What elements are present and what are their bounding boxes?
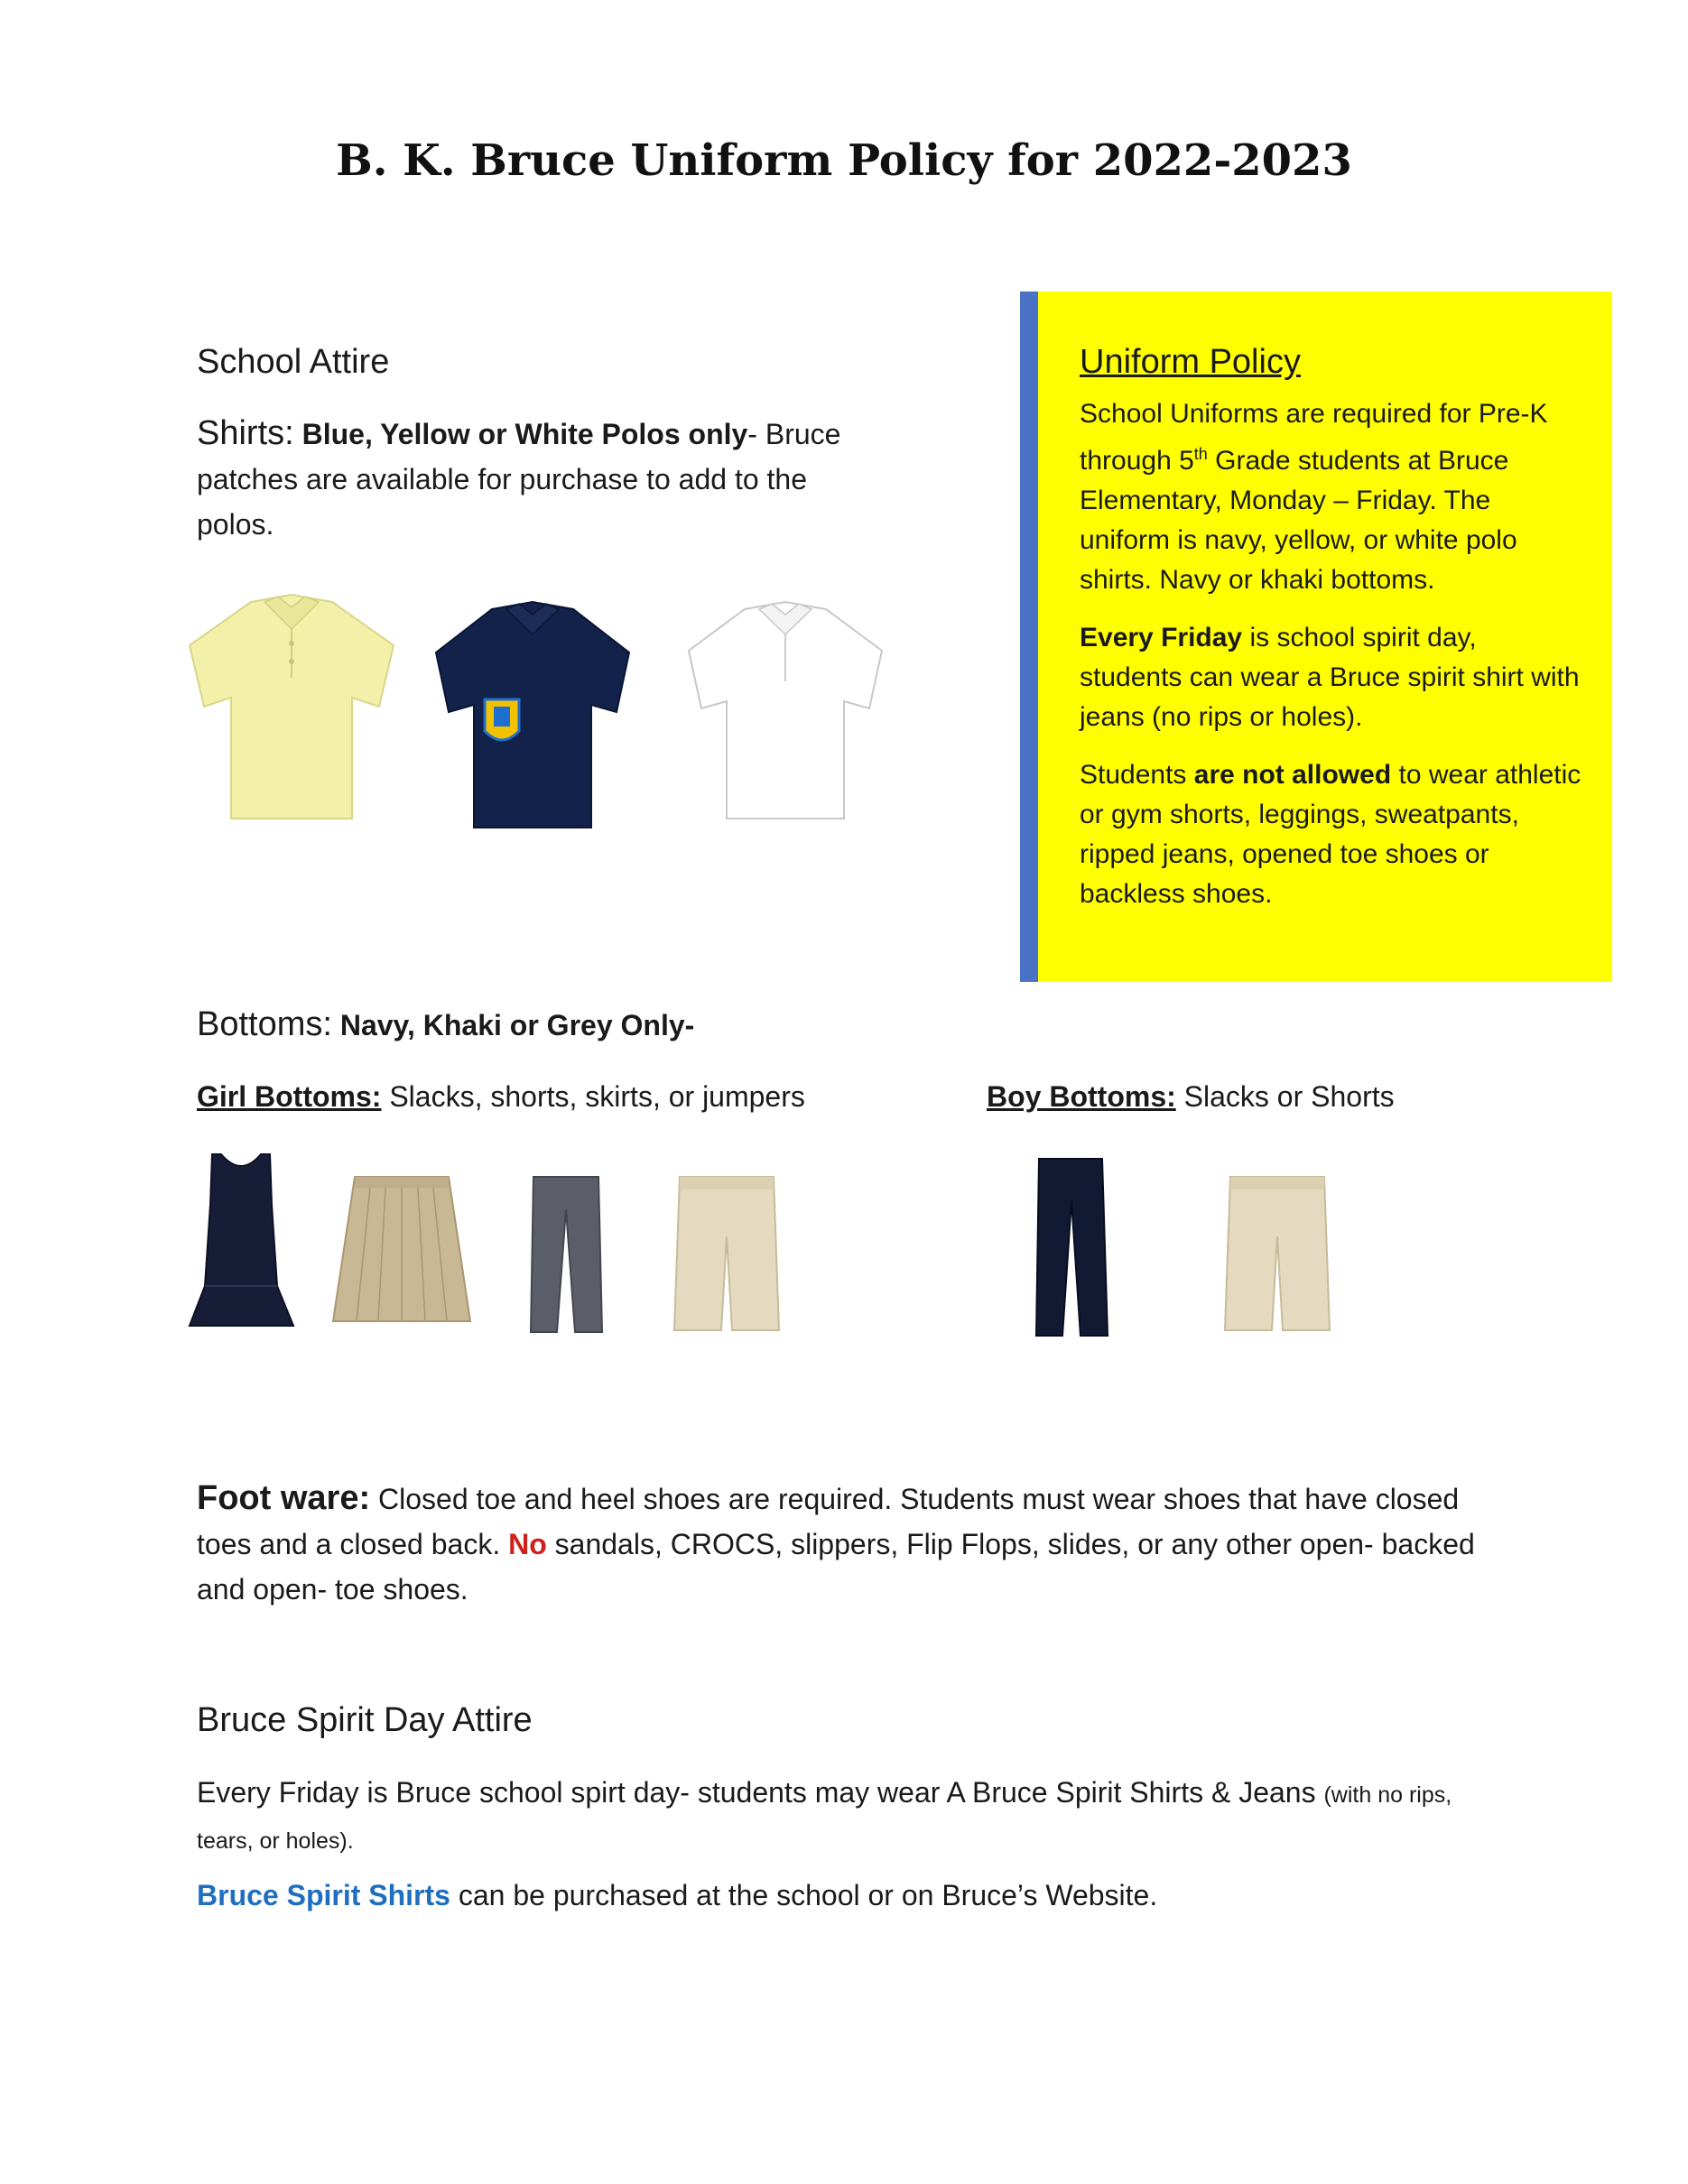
footwear-no: No <box>508 1528 547 1560</box>
pleated-skirt-image <box>329 1173 474 1327</box>
spirit-shirts-text: can be purchased at the school or on Bruce’s Website. <box>450 1879 1158 1911</box>
footwear-paragraph <box>197 1476 1488 1612</box>
footwear-text-a: Closed toe and heel shoes are required. Students must wear shoes that have closed toes and a closed back. <box>197 1483 1460 1560</box>
footwear-text-b: sandals, CROCS, slippers, Flip Flops, slides, or any other open- backed and open- toe shoes. <box>197 1528 1475 1606</box>
callout-heading: Uniform Policy <box>1080 343 1301 381</box>
yellow-polo-image <box>179 591 404 826</box>
shirts-paragraph <box>197 411 883 547</box>
callout-paragraph-1 <box>1080 394 1585 600</box>
white-polo-image <box>682 600 889 826</box>
callout-accent-bar <box>1020 292 1038 982</box>
page-title: B. K. Bruce Uniform Policy for 2022-2023 <box>336 135 1352 186</box>
boy-bottoms-label: Boy Bottoms: <box>987 1080 1176 1113</box>
callout-paragraph-2 <box>1080 618 1585 737</box>
footwear-label: Foot ware: <box>197 1479 371 1517</box>
shirts-colors: Blue, Yellow or White Polos only <box>301 418 748 450</box>
spirit-paragraph <box>197 1771 1488 1863</box>
callout-p2-rest: is school spirit day, students can wear a Bruce spirit shirt with jeans (no rips or holes). <box>1080 623 1580 732</box>
khaki-shorts-boy-image <box>1223 1173 1331 1336</box>
khaki-shorts-girl-image <box>672 1173 781 1336</box>
grey-slacks-image <box>528 1173 605 1336</box>
navy-polo-image <box>429 600 636 835</box>
girl-bottoms-items: Slacks, shorts, skirts, or jumpers <box>381 1080 805 1113</box>
spirit-line1-small: (with no rips, tears, or holes). <box>197 1782 1452 1854</box>
callout-p3-a: Students <box>1080 760 1194 790</box>
spirit-line1: Every Friday is Bruce school spirt day- students may wear A Bruce Spirit Shirts & Jeans <box>197 1776 1324 1809</box>
shirts-label: Shirts: <box>197 414 294 452</box>
jumper-image <box>185 1151 298 1331</box>
callout-p2-bold: Every Friday <box>1080 623 1243 652</box>
shirts-detail: - Bruce patches are available for purchase to add to the polos. <box>197 418 841 541</box>
spirit-shirts-line <box>197 1873 1488 1918</box>
boy-bottoms-items: Slacks or Shorts <box>1175 1080 1395 1113</box>
bruce-patch-icon <box>485 699 519 740</box>
callout-p1-b: Grade students at Bruce Elementary, Monday – Friday. The uniform is navy, yellow, or white polo shirts. Navy or khaki bottoms. <box>1080 446 1517 595</box>
spirit-shirts-link[interactable]: Bruce Spirit Shirts <box>197 1879 450 1911</box>
girl-bottoms-label: Girl Bottoms: <box>197 1080 382 1113</box>
bottoms-label: Bottoms: <box>197 1005 332 1043</box>
callout-p1-sup: th <box>1193 445 1208 463</box>
callout-paragraph-3 <box>1080 755 1585 914</box>
navy-slacks-image <box>1034 1155 1110 1340</box>
callout-content <box>1080 343 1585 932</box>
spirit-heading: Bruce Spirit Day Attire <box>197 1701 533 1739</box>
callout-p3-rest: to wear athletic or gym shorts, leggings, sweatpants, ripped jeans, opened toe shoes or backless shoes. <box>1080 760 1581 909</box>
school-attire-heading: School Attire <box>197 343 390 381</box>
bottoms-colors: Navy, Khaki or Grey Only- <box>339 1009 695 1041</box>
girl-bottoms-line <box>197 1074 805 1119</box>
boy-bottoms-line <box>987 1074 1395 1119</box>
callout-p1-a: School Uniforms are required for Pre-K through 5 <box>1080 399 1548 476</box>
callout-p3-bold: are not allowed <box>1193 760 1392 790</box>
bottoms-line <box>197 1002 694 1048</box>
